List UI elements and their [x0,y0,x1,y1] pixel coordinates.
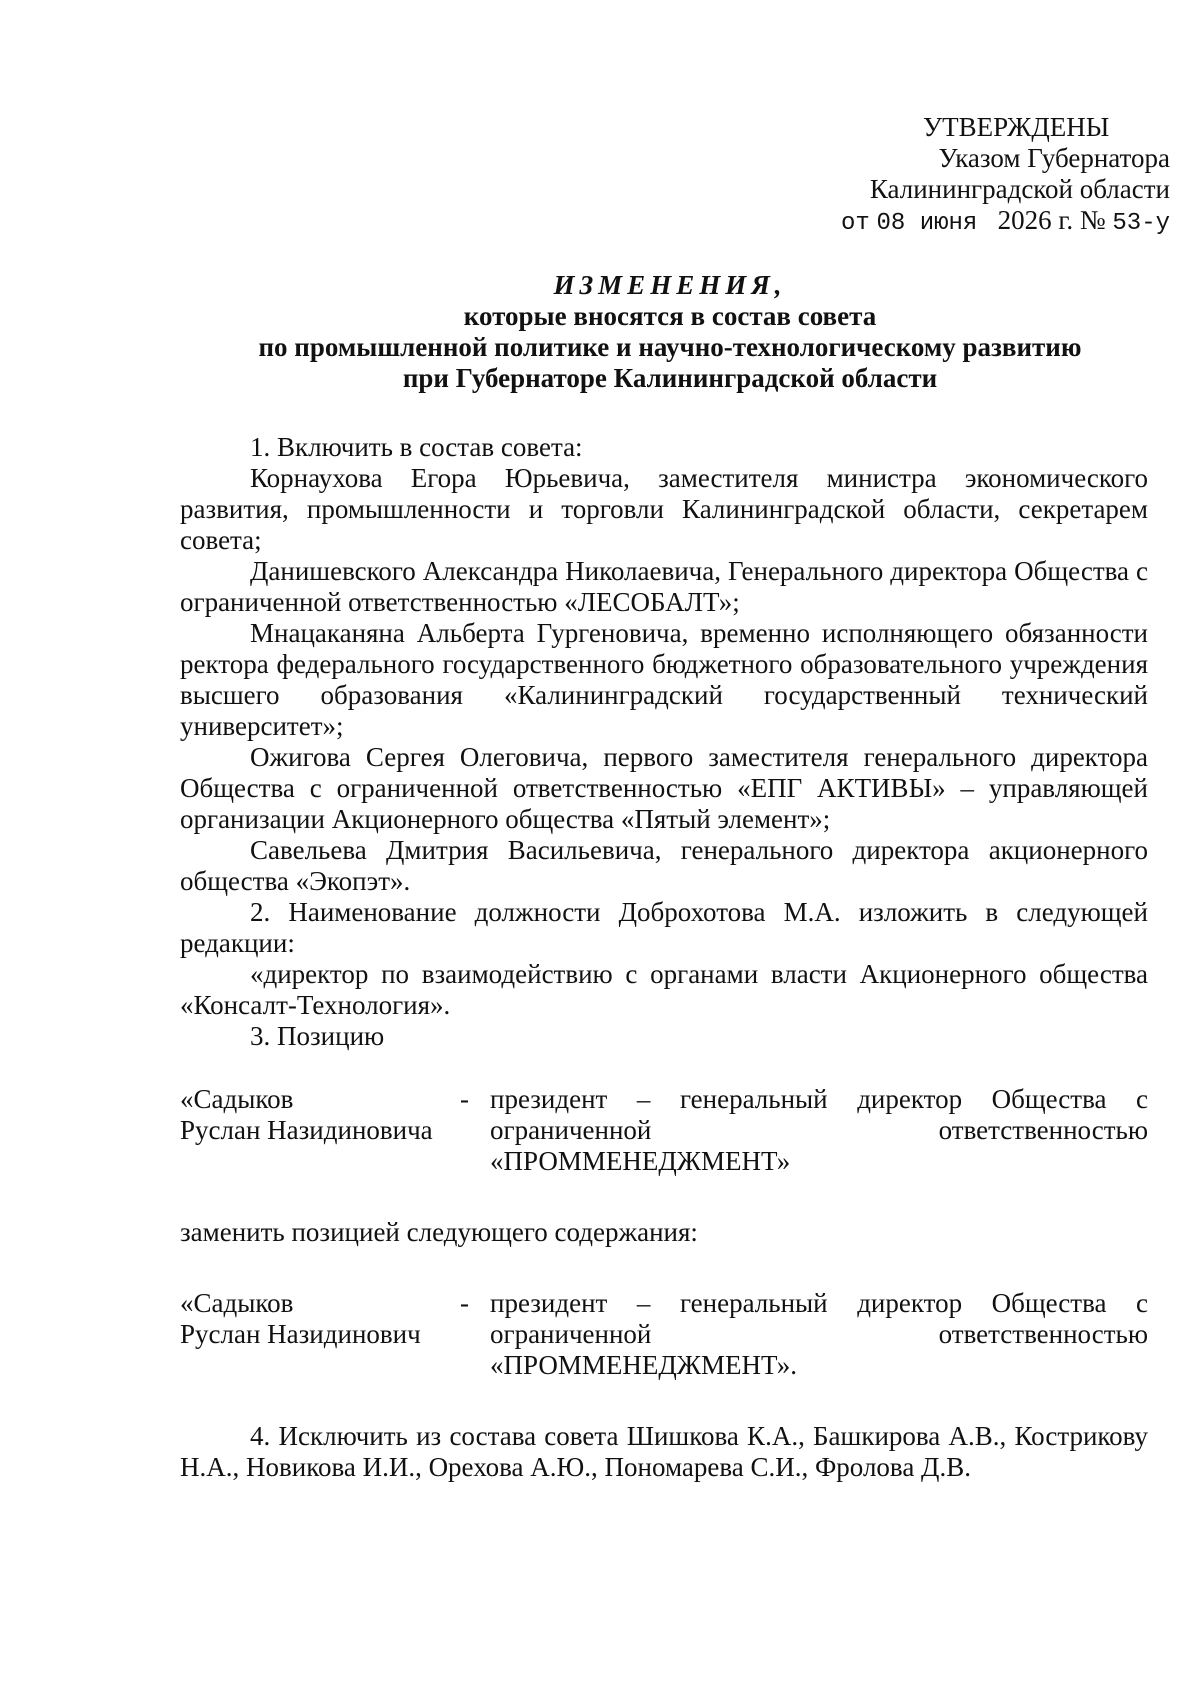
item-1-member-savelyev: Савельева Дмитрия Васильевича, генерального директора акционерного общества «Экопэт». [180,835,1148,896]
position-new-given-name: Руслан Назидинович [180,1319,421,1349]
item-3: 3. Позицию [250,1021,385,1051]
position-old-surname: «Садыков [180,1084,294,1114]
title-line-3: при Губернаторе Калининградской области [402,363,938,393]
approval-stamp [760,112,1170,239]
approval-title: УТВЕРЖДЕНЫ [923,112,1110,142]
approval-year: 2026 г. № [997,205,1106,235]
position-old-given-name: Руслан Назидиновича [180,1115,433,1145]
title-main: ИЗМЕНЕНИЯ, [553,270,787,300]
position-new-surname: «Садыков [180,1288,294,1318]
item-4: 4. Исключить из состава совета Шишкова К.А., Башкирова А.В., Кострикову Н.А., Новикова И.И., Орехова А.Ю., Пономарева С.И., Фролова Д.В. [180,1421,1148,1482]
item-1-member-danishevsky: Данишевского Александра Николаевича, Генерального директора Общества с ограниченной ответственностью «ЛЕСОБАЛТ»; [180,556,1148,617]
item-1-member-ozhigov: Ожигова Сергея Олеговича, первого заместителя генерального директора Общества с ограниченной ответственностью «ЕПГ АКТИВЫ» – управляющей организации Акционерного общества «Пятый элемент»; [180,742,1148,834]
approval-date-prefix: от [840,210,870,237]
item-1-member-mnatsakanyan: Мнацаканяна Альберта Гургеновича, временно исполняющего обязанности ректора федерального государственного бюджетного образовательного учреждения высшего образования «Калининградский государственный технический университет»; [180,618,1148,741]
position-new-description: президент – генеральный директор Общества с ограниченной ответственностью «ПРОММЕНЕДЖМЕНТ». [490,1288,1148,1380]
replace-text: заменить позицией следующего содержания: [180,1217,698,1247]
document-body [180,432,1148,1483]
item-2: 2. Наименование должности Доброхотова М.А. изложить в следующей редакции: [180,897,1148,958]
position-old [180,1084,1148,1177]
item-1-member-kornaukhov: Корнаухова Егора Юрьевича, заместителя министра экономического развития, промышленности и торговли Калининградской области, секретарем совета; [180,463,1148,555]
position-old-dash: - [460,1084,469,1114]
title-line-1: которые вносятся в состав совета [463,301,877,331]
title-line-2: по промышленной политике и научно-технологическому развитию [258,332,1082,362]
document-title [180,270,1160,394]
approval-date-line [760,205,1170,239]
item-1-heading: 1. Включить в состав совета: [250,432,583,462]
approval-date: 08 июня [876,210,978,237]
position-old-description: президент – генеральный директор Общества с ограниченной ответственностью «ПРОММЕНЕДЖМЕНТ» [490,1084,1148,1176]
item-2-quote: «директор по взаимодействию с органами власти Акционерного общества «Консалт-Технология». [180,959,1148,1020]
position-new-dash: - [460,1288,469,1318]
approval-region: Калининградской области [869,174,1170,204]
approval-number: 53-у [1112,210,1170,237]
approval-decree: Указом Губернатора [938,143,1170,173]
position-new [180,1288,1148,1381]
